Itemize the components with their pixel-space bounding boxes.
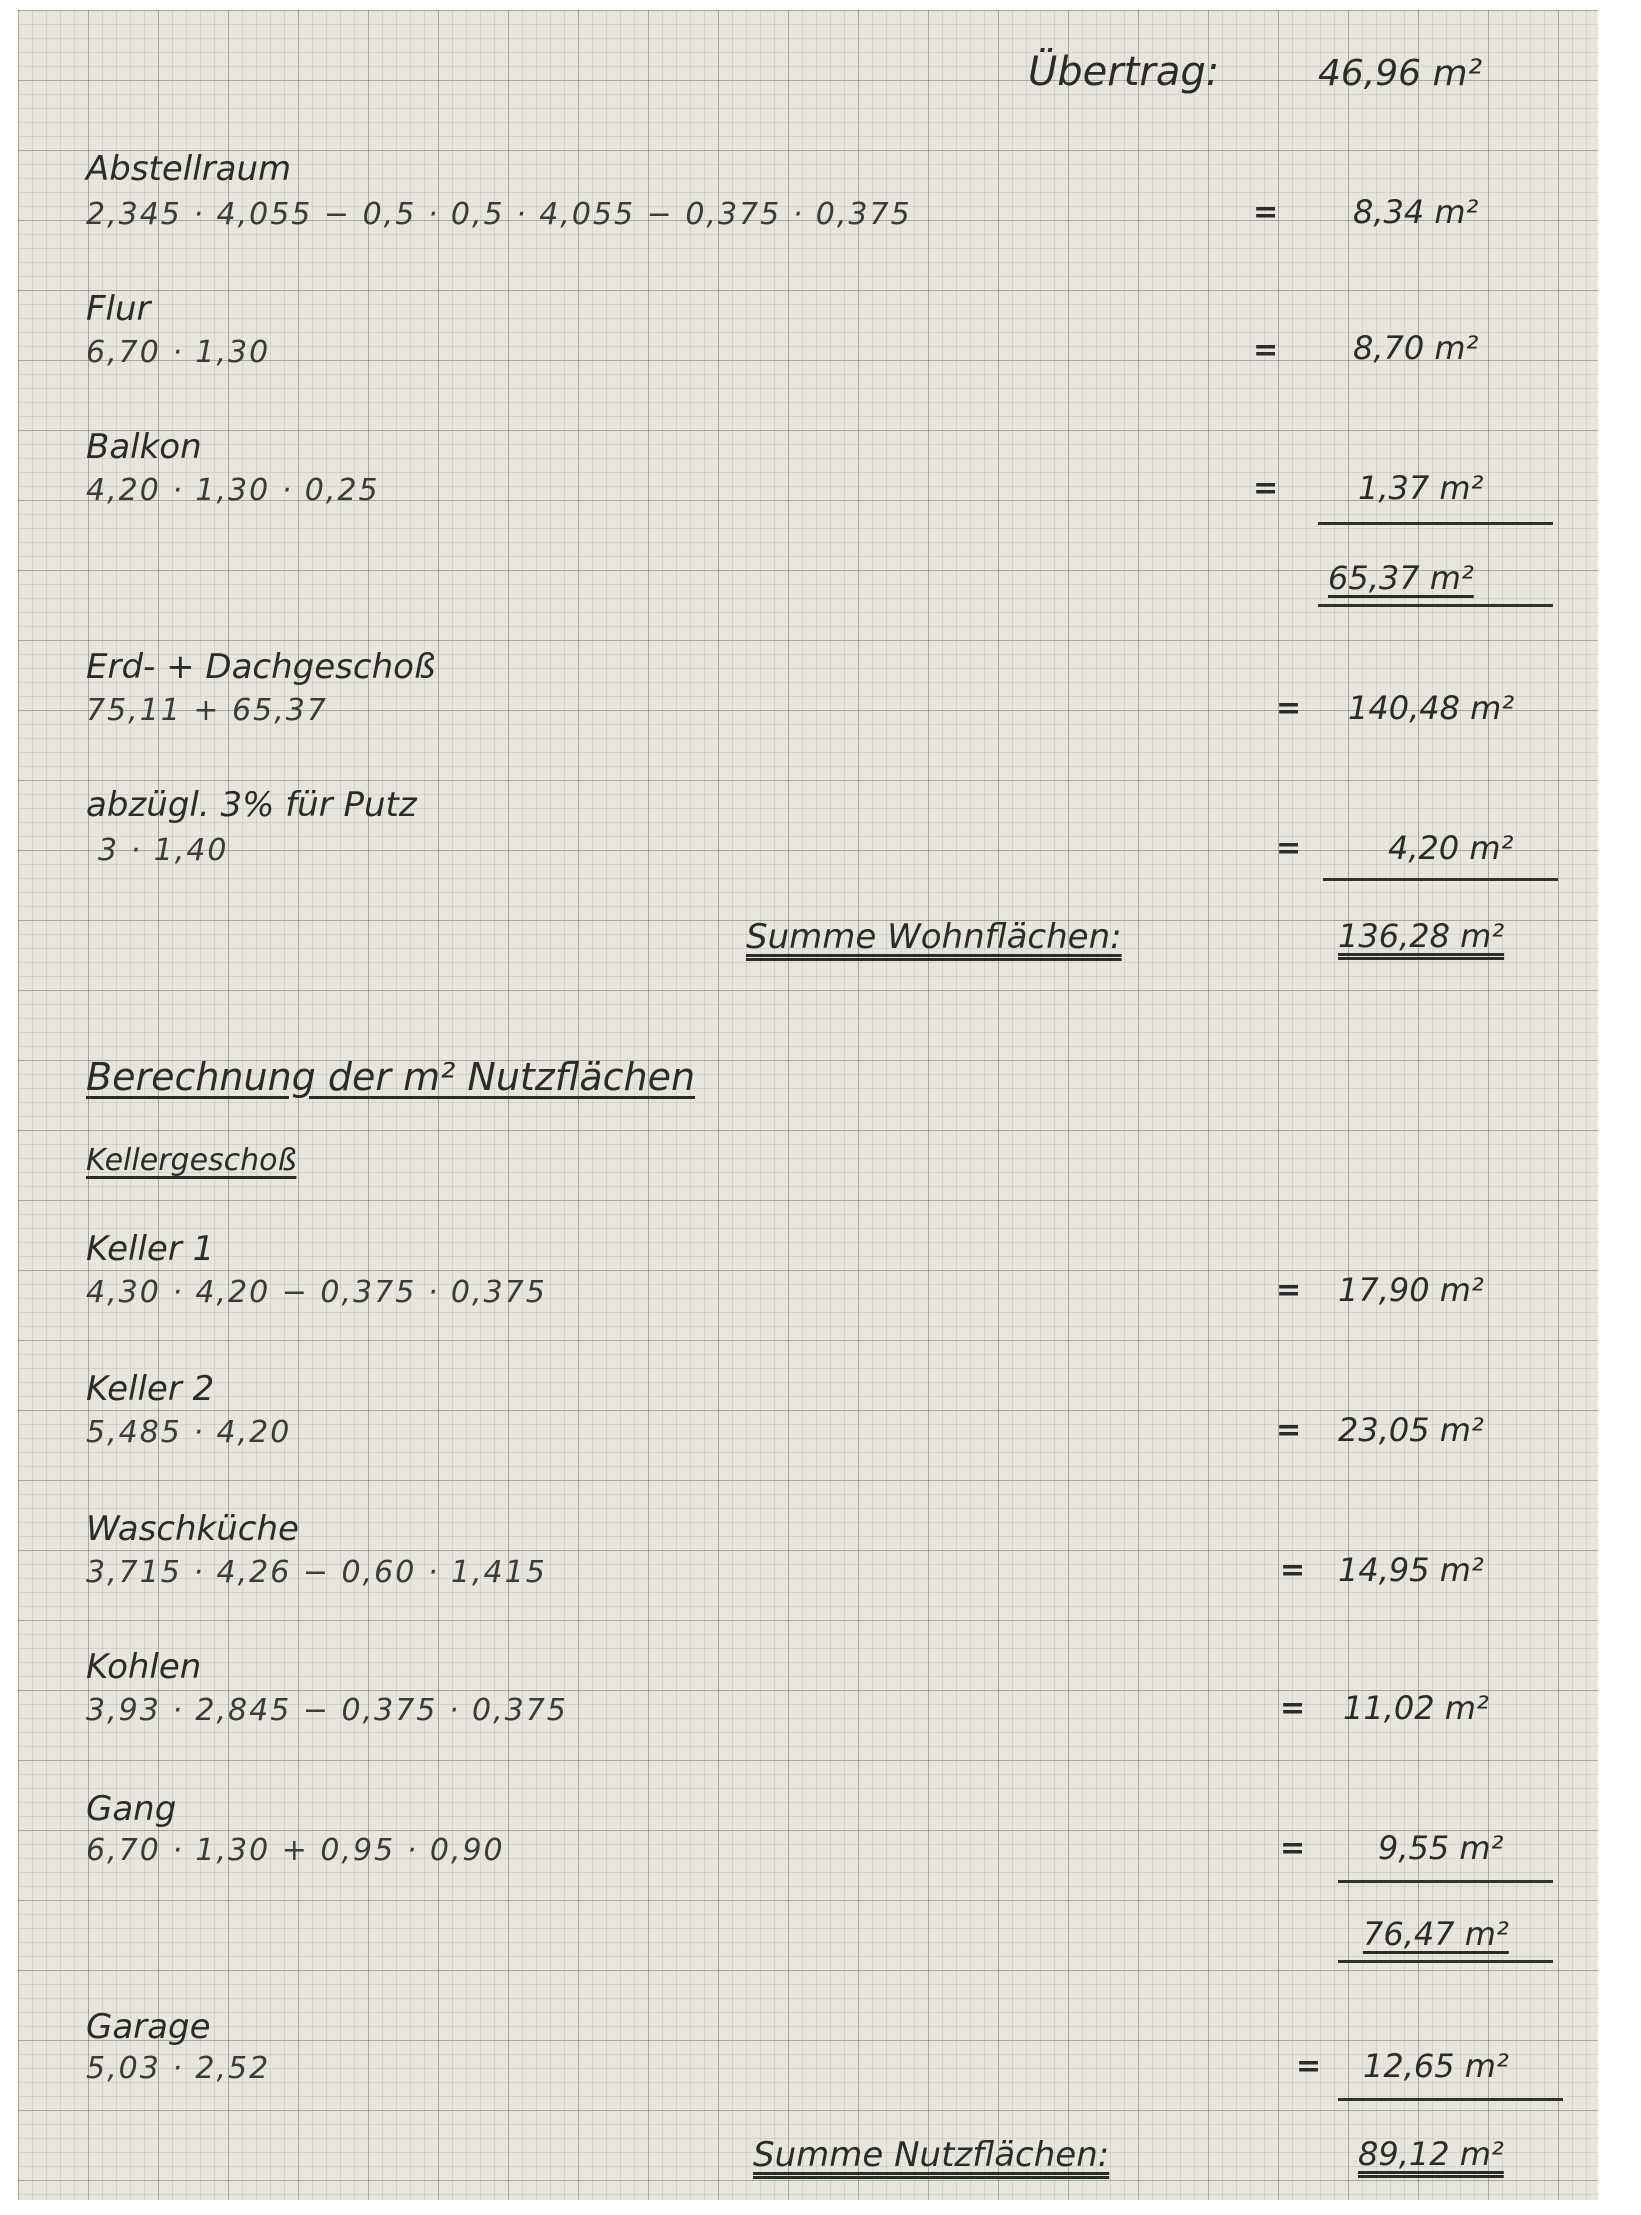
sum-line [1338, 2098, 1563, 2101]
item-value-putz-abzug: 4,20 m² [1388, 829, 1514, 867]
item-value-gang: 9,55 m² [1378, 1829, 1504, 1867]
equals-sign: = [1253, 471, 1279, 506]
item-label-keller-2: Keller 2 [86, 1369, 215, 1409]
item-label-erd-dachgeschoss: Erd- + Dachgeschoß [86, 647, 436, 687]
section-title: Berechnung der m² Nutzflächen [86, 1055, 696, 1099]
equals-sign: = [1280, 1553, 1306, 1588]
equals-sign: = [1276, 1413, 1302, 1448]
item-value-erd-dachgeschoss: 140,48 m² [1348, 689, 1515, 727]
subtotal-underline [1318, 604, 1553, 607]
item-value-waschkueche: 14,95 m² [1338, 1551, 1484, 1589]
item-value-keller-2: 23,05 m² [1338, 1411, 1484, 1449]
graph-paper-sheet [18, 10, 1598, 2200]
item-calc-balkon: 4,20 · 1,30 · 0,25 [86, 473, 380, 508]
item-calc-abstellraum: 2,345 · 4,055 − 0,5 · 0,5 · 4,055 − 0,375 · 0,375 [86, 197, 912, 232]
item-value-kohlen: 11,02 m² [1343, 1689, 1489, 1727]
item-label-kohlen: Kohlen [86, 1647, 202, 1687]
item-calc-erd-dachgeschoss: 75,11 + 65,37 [86, 693, 328, 728]
equals-sign: = [1280, 1831, 1306, 1866]
item-value-keller-1: 17,90 m² [1338, 1271, 1484, 1309]
item-value-abstellraum: 8,34 m² [1353, 193, 1479, 231]
sum-wohnflaechen-value: 136,28 m² [1338, 917, 1505, 955]
sum-line [1318, 522, 1553, 525]
item-label-gang: Gang [86, 1789, 177, 1829]
item-calc-kohlen: 3,93 · 2,845 − 0,375 · 0,375 [86, 1693, 568, 1728]
item-calc-gang: 6,70 · 1,30 + 0,95 · 0,90 [86, 1833, 505, 1868]
item-label-abstellraum: Abstellraum [86, 149, 292, 189]
equals-sign: = [1276, 691, 1302, 726]
equals-sign: = [1253, 333, 1279, 368]
item-calc-keller-1: 4,30 · 4,20 − 0,375 · 0,375 [86, 1275, 547, 1310]
item-calc-putz-abzug: 3 · 1,40 [98, 833, 229, 868]
equals-sign: = [1296, 2049, 1322, 2084]
subtotal-underline [1338, 1960, 1553, 1963]
item-calc-waschkueche: 3,715 · 4,26 − 0,60 · 1,415 [86, 1555, 547, 1590]
sum-wohnflaechen-label: Summe Wohnflächen: [746, 917, 1122, 957]
item-calc-keller-2: 5,485 · 4,20 [86, 1415, 292, 1450]
equals-sign: = [1280, 1691, 1306, 1726]
subtotal-obergeschoss: 65,37 m² [1328, 559, 1474, 597]
item-label-flur: Flur [86, 289, 151, 329]
subtotal-kellergeschoss: 76,47 m² [1363, 1915, 1509, 1953]
item-label-balkon: Balkon [86, 427, 202, 467]
item-value-balkon: 1,37 m² [1358, 469, 1484, 507]
carry-label: Übertrag: [1028, 49, 1220, 95]
item-label-garage: Garage [86, 2007, 211, 2047]
item-value-garage: 12,65 m² [1363, 2047, 1509, 2085]
item-value-flur: 8,70 m² [1353, 329, 1479, 367]
item-label-keller-1: Keller 1 [86, 1229, 215, 1269]
sum-line [1323, 878, 1558, 881]
sum-nutzflaechen-value: 89,12 m² [1358, 2135, 1504, 2173]
section-subtitle: Kellergeschoß [86, 1143, 297, 1178]
item-calc-garage: 5,03 · 2,52 [86, 2051, 271, 2086]
carry-value: 46,96 m² [1318, 53, 1483, 94]
item-label-waschkueche: Waschküche [86, 1509, 299, 1549]
sum-nutzflaechen-label: Summe Nutzflächen: [753, 2135, 1110, 2175]
sum-line [1338, 1880, 1553, 1883]
equals-sign: = [1276, 831, 1302, 866]
item-calc-flur: 6,70 · 1,30 [86, 335, 271, 370]
equals-sign: = [1276, 1273, 1302, 1308]
equals-sign: = [1253, 195, 1279, 230]
item-label-putz-abzug: abzügl. 3% für Putz [86, 785, 417, 825]
